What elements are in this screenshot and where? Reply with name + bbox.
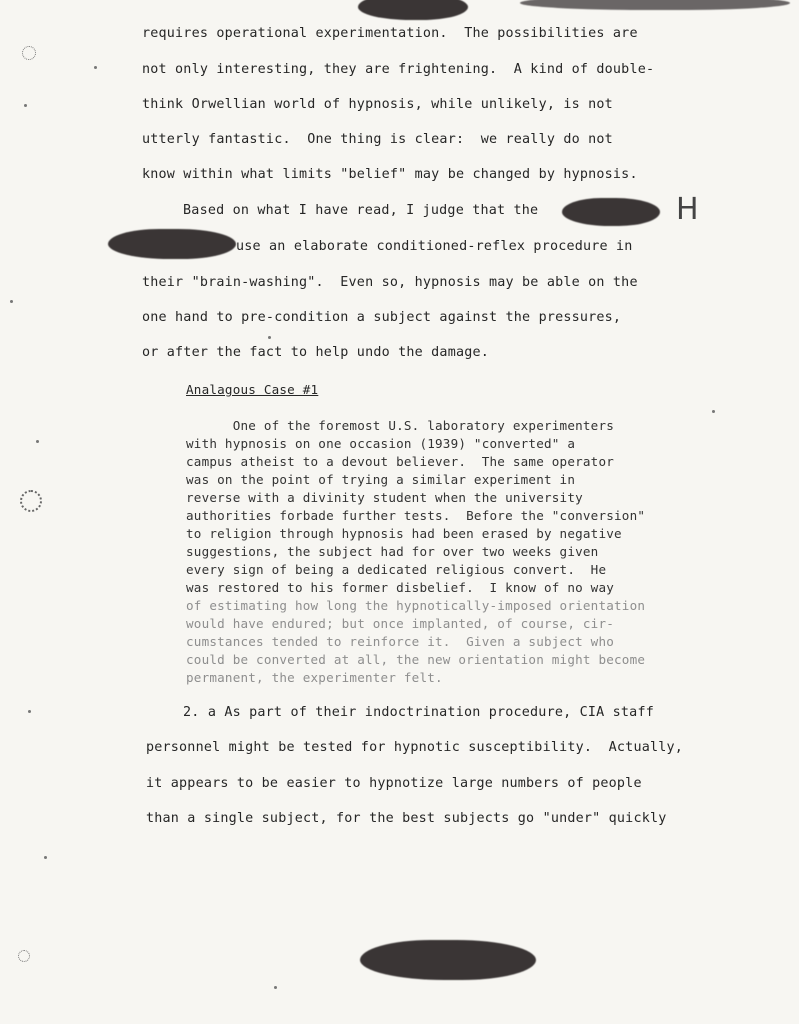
para2-line-2: use an elaborate conditioned-reflex procedure in: [236, 239, 633, 254]
scan-speck: [20, 490, 42, 512]
scan-speck: [22, 46, 36, 60]
para2-line-3: their "brain-washing". Even so, hypnosis may be able on the: [142, 275, 638, 290]
point2-line-3: it appears to be easier to hypnotize large numbers of people: [146, 776, 642, 791]
scan-speck: [36, 440, 39, 443]
redaction-bottom: [360, 940, 536, 980]
case-line-10: was restored to his former disbelief. I know of no way: [186, 580, 615, 595]
intro-line-5: know within what limits "belief" may be changed by hypnosis.: [142, 167, 638, 182]
case-line-2: with hypnosis on one occasion (1939) "converted" a: [186, 436, 576, 451]
point2-line-4: than a single subject, for the best subjects go "under" quickly: [146, 811, 667, 826]
redaction-para2-left: [108, 229, 236, 259]
scan-speck: [10, 300, 13, 303]
case-line-15: permanent, the experimenter felt.: [186, 670, 443, 685]
case-line-9: every sign of being a dedicated religious convert. He: [186, 562, 607, 577]
redaction-top: [358, 0, 468, 20]
intro-line-3: think Orwellian world of hypnosis, while unlikely, is not: [142, 97, 613, 112]
case-line-14: could be converted at all, the new orientation might become: [186, 652, 646, 667]
scan-speck: [44, 856, 47, 859]
scan-speck: [712, 410, 715, 413]
scan-speck: [268, 336, 271, 339]
case-line-7: to religion through hypnosis had been erased by negative: [186, 526, 622, 541]
point2-line-1: 2. a As part of their indoctrination procedure, CIA staff: [150, 705, 654, 720]
case-line-4: was on the point of trying a similar experiment in: [186, 472, 576, 487]
case-line-13: cumstances tended to reinforce it. Given a subject who: [186, 634, 615, 649]
case-line-6: authorities forbade further tests. Before the "conversion": [186, 508, 646, 523]
intro-line-1: requires operational experimentation. The possibilities are: [142, 26, 638, 41]
case-line-11: of estimating how long the hypnotically-imposed orientation: [186, 598, 646, 613]
handwritten-h-mark: H: [676, 192, 699, 227]
point2-line-2: personnel might be tested for hypnotic susceptibility. Actually,: [146, 740, 684, 755]
scan-speck: [28, 710, 31, 713]
case-line-8: suggestions, the subject had for over two weeks given: [186, 544, 599, 559]
scan-speck: [24, 104, 27, 107]
scan-speck: [18, 950, 30, 962]
para2-line-1: Based on what I have read, I judge that the: [150, 203, 539, 218]
intro-line-4: utterly fantastic. One thing is clear: we really do not: [142, 132, 613, 147]
case-line-5: reverse with a divinity student when the university: [186, 490, 583, 505]
case-line-12: would have endured; but once implanted, of course, cir-: [186, 616, 615, 631]
case-line-1: One of the foremost U.S. laboratory experimenters: [186, 418, 615, 433]
redaction-top-right: [520, 0, 790, 10]
intro-line-2: not only interesting, they are frightening. A kind of double-: [142, 62, 655, 77]
case-heading: Analagous Case #1: [186, 382, 319, 397]
redaction-para2-right: [562, 198, 660, 226]
scan-speck: [274, 986, 277, 989]
para2-line-5: or after the fact to help undo the damage.: [142, 345, 489, 360]
case-line-3: campus atheist to a devout believer. The same operator: [186, 454, 615, 469]
para2-line-4: one hand to pre-condition a subject against the pressures,: [142, 310, 622, 325]
scan-speck: [94, 66, 97, 69]
